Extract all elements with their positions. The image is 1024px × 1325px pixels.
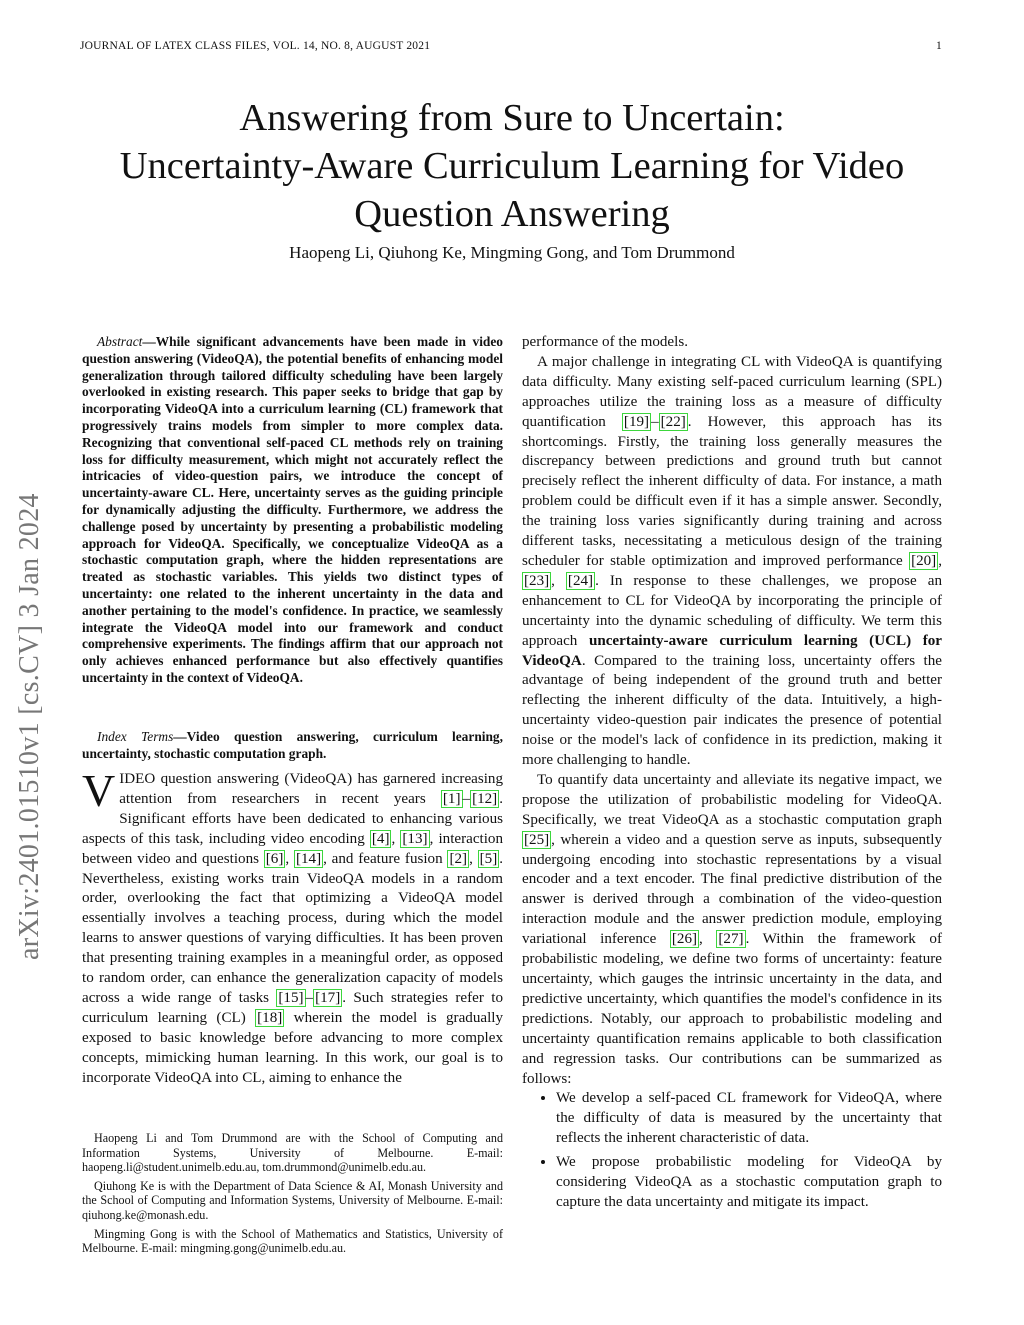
paragraph xyxy=(522,771,942,1090)
body-text: . However, this approach has its shortcomings. Firstly, the training loss generally measures the discrepancy between predictions and ground truth but cannot precisely reflect the inherent difficulty of data. For instance, a math problem could be difficult even if it has a simple answer. Secondly, the training loss varies significantly during training and across different tasks, necessitating a meticulous design of the training scheduler for stable optimization and improved performance xyxy=(522,413,942,569)
citation-link[interactable]: [24] xyxy=(567,572,594,589)
paper-title xyxy=(60,94,964,238)
intro-text: . Significant efforts have been dedicated to enhancing various aspects of this task, including video encoding xyxy=(82,790,503,847)
page-number: 1 xyxy=(936,40,942,52)
intro-text: IDEO question answering (VideoQA) has garnered increasing attention from researchers in recent years xyxy=(119,771,503,807)
arxiv-stamp: arXiv:2401.01510v1 [cs.CV] 3 Jan 2024 xyxy=(14,493,45,960)
drop-cap: V xyxy=(82,765,116,816)
intro-text: wherein the model is gradually exposed to basic knowledge before advancing to more complex concepts, mimicking human learning. In this work, our goal is to incorporate VideoQA into CL, aiming to enhance the xyxy=(82,1009,503,1086)
body-text: , xyxy=(551,572,566,589)
title-line-2: Uncertainty-Aware Curriculum Learning for Video xyxy=(119,145,905,187)
citation-link[interactable]: [4] xyxy=(371,830,390,847)
intro-text: , xyxy=(469,850,478,867)
author-list: Haopeng Li, Qiuhong Ke, Mingming Gong, and Tom Drummond xyxy=(289,243,735,262)
list-item: • We propose probabilistic modeling for VideoQA by considering VideoQA as a stochastic computation graph to capture the data uncertainty and mitigate its impact. xyxy=(556,1153,942,1213)
abstract-label: Abstract xyxy=(97,334,143,349)
citation-link[interactable]: [18] xyxy=(257,1009,283,1026)
index-terms-label: Index Terms xyxy=(97,729,174,744)
right-column-text xyxy=(522,333,942,1217)
citation-link[interactable]: [2] xyxy=(449,850,468,867)
citation-link[interactable]: [14] xyxy=(295,850,322,867)
intro-text: – xyxy=(462,790,471,807)
body-text: . Within the framework of probabilistic modeling, we define two forms of uncertainty: feature uncertainty, which gauges the intrinsic uncertainty in the data, and predictive uncertainty, which quantifies the model's confidence in its predictions. Notably, our approach to probabilistic modeling and uncertainty quantification remains applicable to both classification and regression tasks. Our contributions can be summarized as follows: xyxy=(522,931,942,1087)
citation-link[interactable]: [26] xyxy=(671,931,698,948)
intro-text: , interaction between video and questions xyxy=(82,830,504,867)
body-text: – xyxy=(651,413,659,430)
intro-text: , xyxy=(391,830,401,847)
citation-link[interactable]: [12] xyxy=(472,790,498,807)
introduction-text xyxy=(82,765,504,1089)
index-terms-text: —Video question answering, curriculum learning, uncertainty, stochastic computation graph. xyxy=(82,729,503,761)
abstract xyxy=(82,334,503,687)
body-text: , xyxy=(938,552,942,569)
body-text: . In response to these challenges, we propose an enhancement to CL for VideoQA by incorporating the principle of uncertainty into the dynamic scheduling of difficulty. We term this approach xyxy=(522,572,942,649)
body-text: . Compared to the training loss, uncertainty offers the advantage of being independent of the ground truth and better reflecting the inherent difficulty of the data. Intuitively, a high-uncertainty video-question pair indicates the presence of potential noise or the model's lack of confidence in its prediction, making it more challenging to handle. xyxy=(522,652,942,769)
citation-link[interactable]: [20] xyxy=(911,552,937,569)
intro-text: , xyxy=(285,850,294,867)
citation-link[interactable]: [6] xyxy=(265,850,284,867)
list-item: • We develop a self-paced CL framework for VideoQA, where the difficulty of data is measured by the uncertainty that reflects the inherent characteristic of data. xyxy=(556,1089,942,1149)
running-header: JOURNAL OF LATEX CLASS FILES, VOL. 14, NO. 8, AUGUST 2021 xyxy=(80,40,431,52)
footnote: Haopeng Li and Tom Drummond are with the School of Computing and Information Systems, University of Melbourne. E-mail: haopeng.li@student.unimelb.edu.au, tom.drummond@unimelb.edu.au. xyxy=(82,1131,503,1175)
intro-text: . Nevertheless, existing works train VideoQA models in a random order, overlooking the fact that optimizing a VideoQA model essentially involves a teaching process, during which the model learns to answer questions of varying difficulties. It has been proven that presenting training examples in a meaningful order, as opposed to random order, can enhance the generalization capacity of models across a wide range of tasks xyxy=(82,850,504,1006)
author-footnotes xyxy=(82,1131,503,1260)
title-line-3: Question Answering xyxy=(354,193,670,235)
abstract-text: —While significant advancements have been made in video question answering (VideoQA), the potential benefits of enhancing model generalization through tailored difficulty scheduling have been largely overlooked in existing research. This paper seeks to bridge that gap by incorporating VideoQA into a curriculum learning (CL) framework that progressively trains models from simpler to more complex data. Recognizing that conventional self-paced CL methods rely on training loss for difficulty measurement, which might not accurately reflect the intricacies of video-question pairs, we introduce the concept of uncertainty-aware CL. Here, uncertainty serves as the guiding principle for dynamically adjusting the difficulty. Furthermore, we address the challenge posed by uncertainty by presenting a probabilistic modeling approach for VideoQA. Specifically, we conceptualize VideoQA as a stochastic computation graph, where the hidden representations are treated as stochastic variables. This yields two distinct types of uncertainty: one related to the inherent uncertainty in the data and another pertaining to the model's confidence. In practice, we seamlessly integrate the VideoQA model into our framework and conduct comprehensive experiments. The findings affirm that our approach not only achieves enhanced performance but also effectively quantifies uncertainty in the context of VideoQA. xyxy=(82,334,503,685)
citation-link[interactable]: [27] xyxy=(718,931,744,948)
intro-text: – xyxy=(305,989,314,1006)
footnote: Qiuhong Ke is with the Department of Data Science & AI, Monash University and the School of Computing and Information Systems, University of Melbourne. E-mail: qiuhong.ke@monash.edu. xyxy=(82,1178,503,1222)
intro-text: , and feature fusion xyxy=(323,850,448,867)
body-text: To quantify data uncertainty and alleviate its negative impact, we propose the utilization of probabilistic modeling for VideoQA. Specifically, we treat VideoQA as a stochastic computation graph xyxy=(522,771,942,828)
footnote: Mingming Gong is with the School of Mathematics and Statistics, University of Melbourne. E-mail: mingming.gong@unimelb.edu.au. xyxy=(82,1226,503,1256)
citation-link[interactable]: [22] xyxy=(660,413,686,430)
title-line-1: Answering from Sure to Uncertain: xyxy=(239,97,785,139)
citation-link[interactable]: [19] xyxy=(623,413,650,430)
citation-link[interactable]: [13] xyxy=(402,830,428,847)
citation-link[interactable]: [25] xyxy=(524,831,550,848)
body-text: , wherein a video and a question serve as inputs, subsequently undergoing encoding into stochastic representations by a visual encoder and a text encoder. The final predictive distribution of the answer is derived through a combination of the video-question interaction module and the answer prediction module, employing variational inference xyxy=(522,831,942,948)
citation-link[interactable]: [15] xyxy=(278,989,304,1006)
index-terms xyxy=(82,729,503,763)
intro-text: . Such strategies refer to curriculum learning (CL) xyxy=(82,989,503,1026)
paragraph: performance of the models. xyxy=(522,334,688,350)
method-name: uncertainty-aware curriculum learning (UCL) for VideoQA xyxy=(522,632,942,669)
citation-link[interactable]: [1] xyxy=(442,790,461,807)
contributions-list xyxy=(522,1089,942,1212)
citation-link[interactable]: [23] xyxy=(524,572,550,589)
body-text: A major challenge in integrating CL with VideoQA is quantifying data difficulty. Many existing self-paced curriculum learning (SPL) approaches utilize the training loss as a measure of difficulty quantification xyxy=(522,353,942,430)
paragraph xyxy=(522,353,942,771)
citation-link[interactable]: [5] xyxy=(479,850,498,867)
citation-link[interactable]: [17] xyxy=(315,989,341,1006)
body-text: , xyxy=(699,931,717,948)
